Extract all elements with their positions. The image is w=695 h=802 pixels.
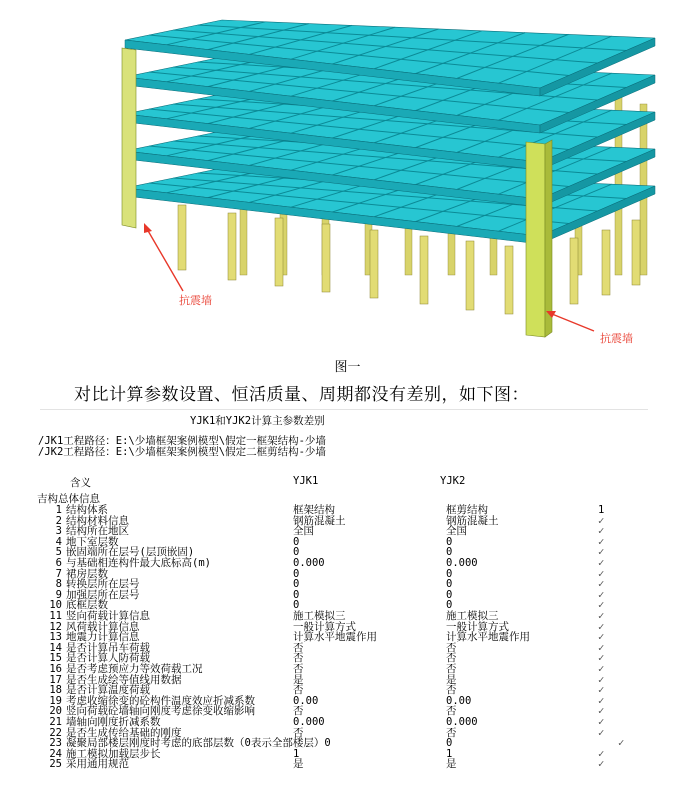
row-label: 凝聚局部楼层刚度时考虑的底部层数（0表示全部楼层）0 [66,737,331,750]
row-value-yjk1: 否 [293,684,304,697]
row-number: 24 [49,747,62,760]
row-label: 结构所在地区 [66,525,129,538]
row-value-yjk2: 0 [446,599,453,612]
row-label: 地下室层数 [66,535,119,548]
row-value-yjk2: 是 [446,758,457,771]
row-mark: ✓ [598,652,605,665]
row-mark: ✓ [598,588,605,601]
row-value-yjk2: 0 [446,567,453,580]
header-meaning: 含义 [70,477,91,489]
row-value-yjk2: 全国 [446,525,467,538]
row-number: 21 [49,716,62,728]
callout-label-left: 抗震墙 [179,294,212,307]
row-value-yjk2: 钢筋混凝土 [446,514,499,527]
row-value-yjk1: 0 [293,578,300,591]
front-column [178,205,186,270]
figure-caption: 图一 [334,360,361,375]
section-heading: 吉构总体信息 [37,493,100,505]
row-number: 14 [49,641,62,654]
row-label: 与基础相连构件最大底标高(m) [66,557,211,569]
row-label: 墙轴向刚度折减系数 [66,716,161,728]
row-value-yjk2: 0 [446,535,453,548]
row-value-yjk1: 0 [293,567,300,580]
row-number: 17 [49,673,62,686]
structural-model-figure [0,0,695,352]
row-number: 12 [49,620,62,633]
front-column [505,246,513,314]
row-value-yjk1: 0 [293,588,300,601]
row-mark: ✓ [598,684,605,697]
row-value-yjk2: 0.00 [446,694,472,707]
row-value-yjk1: 全国 [293,525,314,538]
row-mark: ✓ [598,641,605,654]
row-number: 18 [49,684,62,697]
shear-wall-right-side [545,140,552,337]
row-value-yjk1: 是 [293,758,304,771]
row-mark: ✓ [618,737,625,750]
row-number: 25 [49,758,62,771]
row-mark: ✓ [598,694,605,707]
row-mark: ✓ [598,758,605,771]
row-mark: ✓ [598,673,605,686]
row-number: 8 [55,578,62,591]
row-label: 是否计算人防荷载 [66,652,150,665]
row-number: 2 [55,514,62,527]
row-label: 结构材料信息 [66,514,129,527]
row-value-yjk1: 0 [293,599,300,612]
report-path-2: /JK2工程路径：E:\少墙框架案例模型\假定二框剪结构-少墙 [38,446,326,458]
row-mark: ✓ [598,557,605,569]
row-value-yjk2: 计算水平地震作用 [446,631,530,644]
row-mark: ✓ [598,716,605,728]
row-number: 22 [49,726,62,739]
report-path-1: /JK1工程路径：E:\少墙框架案例模型\假定一框架结构-少墙 [38,435,326,447]
row-label: 加强层所在层号 [66,588,140,601]
row-label: 裙房层数 [66,567,108,580]
header-yjk2: YJK2 [440,475,466,487]
row-value-yjk2: 0.000 [446,716,478,728]
row-mark: ✓ [598,631,605,644]
row-label: 地震力计算信息 [66,631,140,644]
row-number: 5 [55,546,62,559]
row-number: 4 [55,535,62,548]
callout-label-right: 抗震墙 [600,332,633,345]
row-value-yjk2: 否 [446,641,457,654]
row-value-yjk2: 0 [446,737,453,750]
row-label: 结构体系 [66,504,108,516]
front-column [632,220,640,285]
row-number: 6 [55,557,62,569]
row-value-yjk2: 框剪结构 [446,504,488,516]
row-value-yjk1: 1 [293,747,300,760]
row-number: 7 [55,567,62,580]
row-value-yjk1: 0.00 [293,694,319,707]
row-number: 23 [49,737,62,750]
row-value-yjk2: 1 [446,747,453,760]
row-number: 16 [49,663,62,675]
row-value-yjk2: 否 [446,705,457,718]
row-number: 10 [49,599,62,612]
row-value-yjk1: 0 [293,535,300,548]
header-yjk1: YJK1 [293,475,319,487]
row-value-yjk1: 否 [293,726,304,739]
row-value-yjk2: 否 [446,652,457,665]
row-value-yjk1: 施工模拟三 [293,610,346,622]
row-mark: ✓ [598,620,605,633]
row-mark: ✓ [598,747,605,760]
front-column [370,230,378,298]
row-value-yjk1: 否 [293,641,304,654]
front-column [570,238,578,304]
row-value-yjk2: 施工模拟三 [446,610,499,622]
row-value-yjk2: 一般计算方式 [446,620,509,633]
row-label: 竖向荷载计算信息 [66,610,150,622]
row-value-yjk1: 一般计算方式 [293,620,356,633]
row-label: 是否计算吊车荷载 [66,641,150,654]
row-value-yjk1: 否 [293,652,304,665]
row-value-yjk2: 否 [446,684,457,697]
row-value-yjk2: 0 [446,546,453,559]
row-mark: ✓ [598,578,605,591]
row-number: 9 [55,588,62,601]
row-mark: ✓ [598,525,605,538]
front-column [420,236,428,304]
row-value-yjk1: 是 [293,673,304,686]
row-label: 转换层所在层号 [66,578,140,591]
row-number: 15 [49,652,62,665]
row-value-yjk2: 0 [446,578,453,591]
divider [40,409,648,410]
row-label: 嵌固端所在层号(层顶嵌固) [66,546,195,559]
row-label: 施工模拟加载层步长 [66,747,161,760]
row-label: 是否生成绘等值线用数据 [66,673,182,686]
row-mark: ✓ [598,726,605,739]
front-column [466,241,474,310]
lead-paragraph: 对比计算参数设置、恒活质量、周期都没有差别，如下图： [74,385,529,405]
row-number: 13 [49,631,62,644]
row-label: 采用通用规范 [66,758,129,771]
row-label: 竖向荷载砼墙轴向刚度考虑徐变收缩影响 [66,705,255,718]
row-label: 考虑收缩徐变的砼构件温度效应折减系数 [66,694,255,707]
row-value-yjk1: 0.000 [293,557,325,569]
callout-arrow-left [144,223,183,291]
front-column [275,218,283,286]
row-value-yjk2: 否 [446,726,457,739]
front-column [322,224,330,292]
callout-arrow-right [546,311,594,331]
row-value-yjk1: 计算水平地震作用 [293,631,377,644]
row-number: 11 [49,610,62,622]
row-value-yjk1: 钢筋混凝土 [293,514,346,527]
row-mark: ✓ [598,535,605,548]
row-mark: ✓ [598,567,605,580]
row-mark: ✓ [598,705,605,718]
row-mark: ✓ [598,514,605,527]
row-value-yjk1: 否 [293,663,304,675]
row-label: 是否考虑预应力等效荷载工况 [66,663,203,675]
row-mark: ✓ [598,546,605,559]
table-row [0,759,695,770]
row-number: 1 [55,504,62,516]
row-value-yjk2: 否 [446,663,457,675]
row-label: 风荷载计算信息 [66,620,140,633]
front-column [602,230,610,295]
row-mark: 1 [598,504,605,516]
row-number: 3 [55,525,62,538]
row-value-yjk2: 是 [446,673,457,686]
shear-wall-left [122,48,136,228]
row-number: 19 [49,694,62,707]
row-value-yjk1: 框架结构 [293,504,335,516]
row-mark: ✓ [598,663,605,675]
row-value-yjk1: 否 [293,705,304,718]
row-label: 是否生成传给基础的刚度 [66,726,182,739]
row-value-yjk2: 0.000 [446,557,478,569]
row-value-yjk2: 0 [446,588,453,601]
front-column [228,213,236,280]
row-label: 底框层数 [66,599,108,612]
row-mark: ✓ [598,610,605,622]
report-title: YJK1和YJK2计算主参数差别 [190,415,325,427]
row-value-yjk1: 0 [293,546,300,559]
row-number: 20 [49,705,62,718]
shear-wall-right [526,142,545,337]
row-label: 是否计算温度荷载 [66,684,150,697]
row-value-yjk1: 0.000 [293,716,325,728]
row-mark: ✓ [598,599,605,612]
